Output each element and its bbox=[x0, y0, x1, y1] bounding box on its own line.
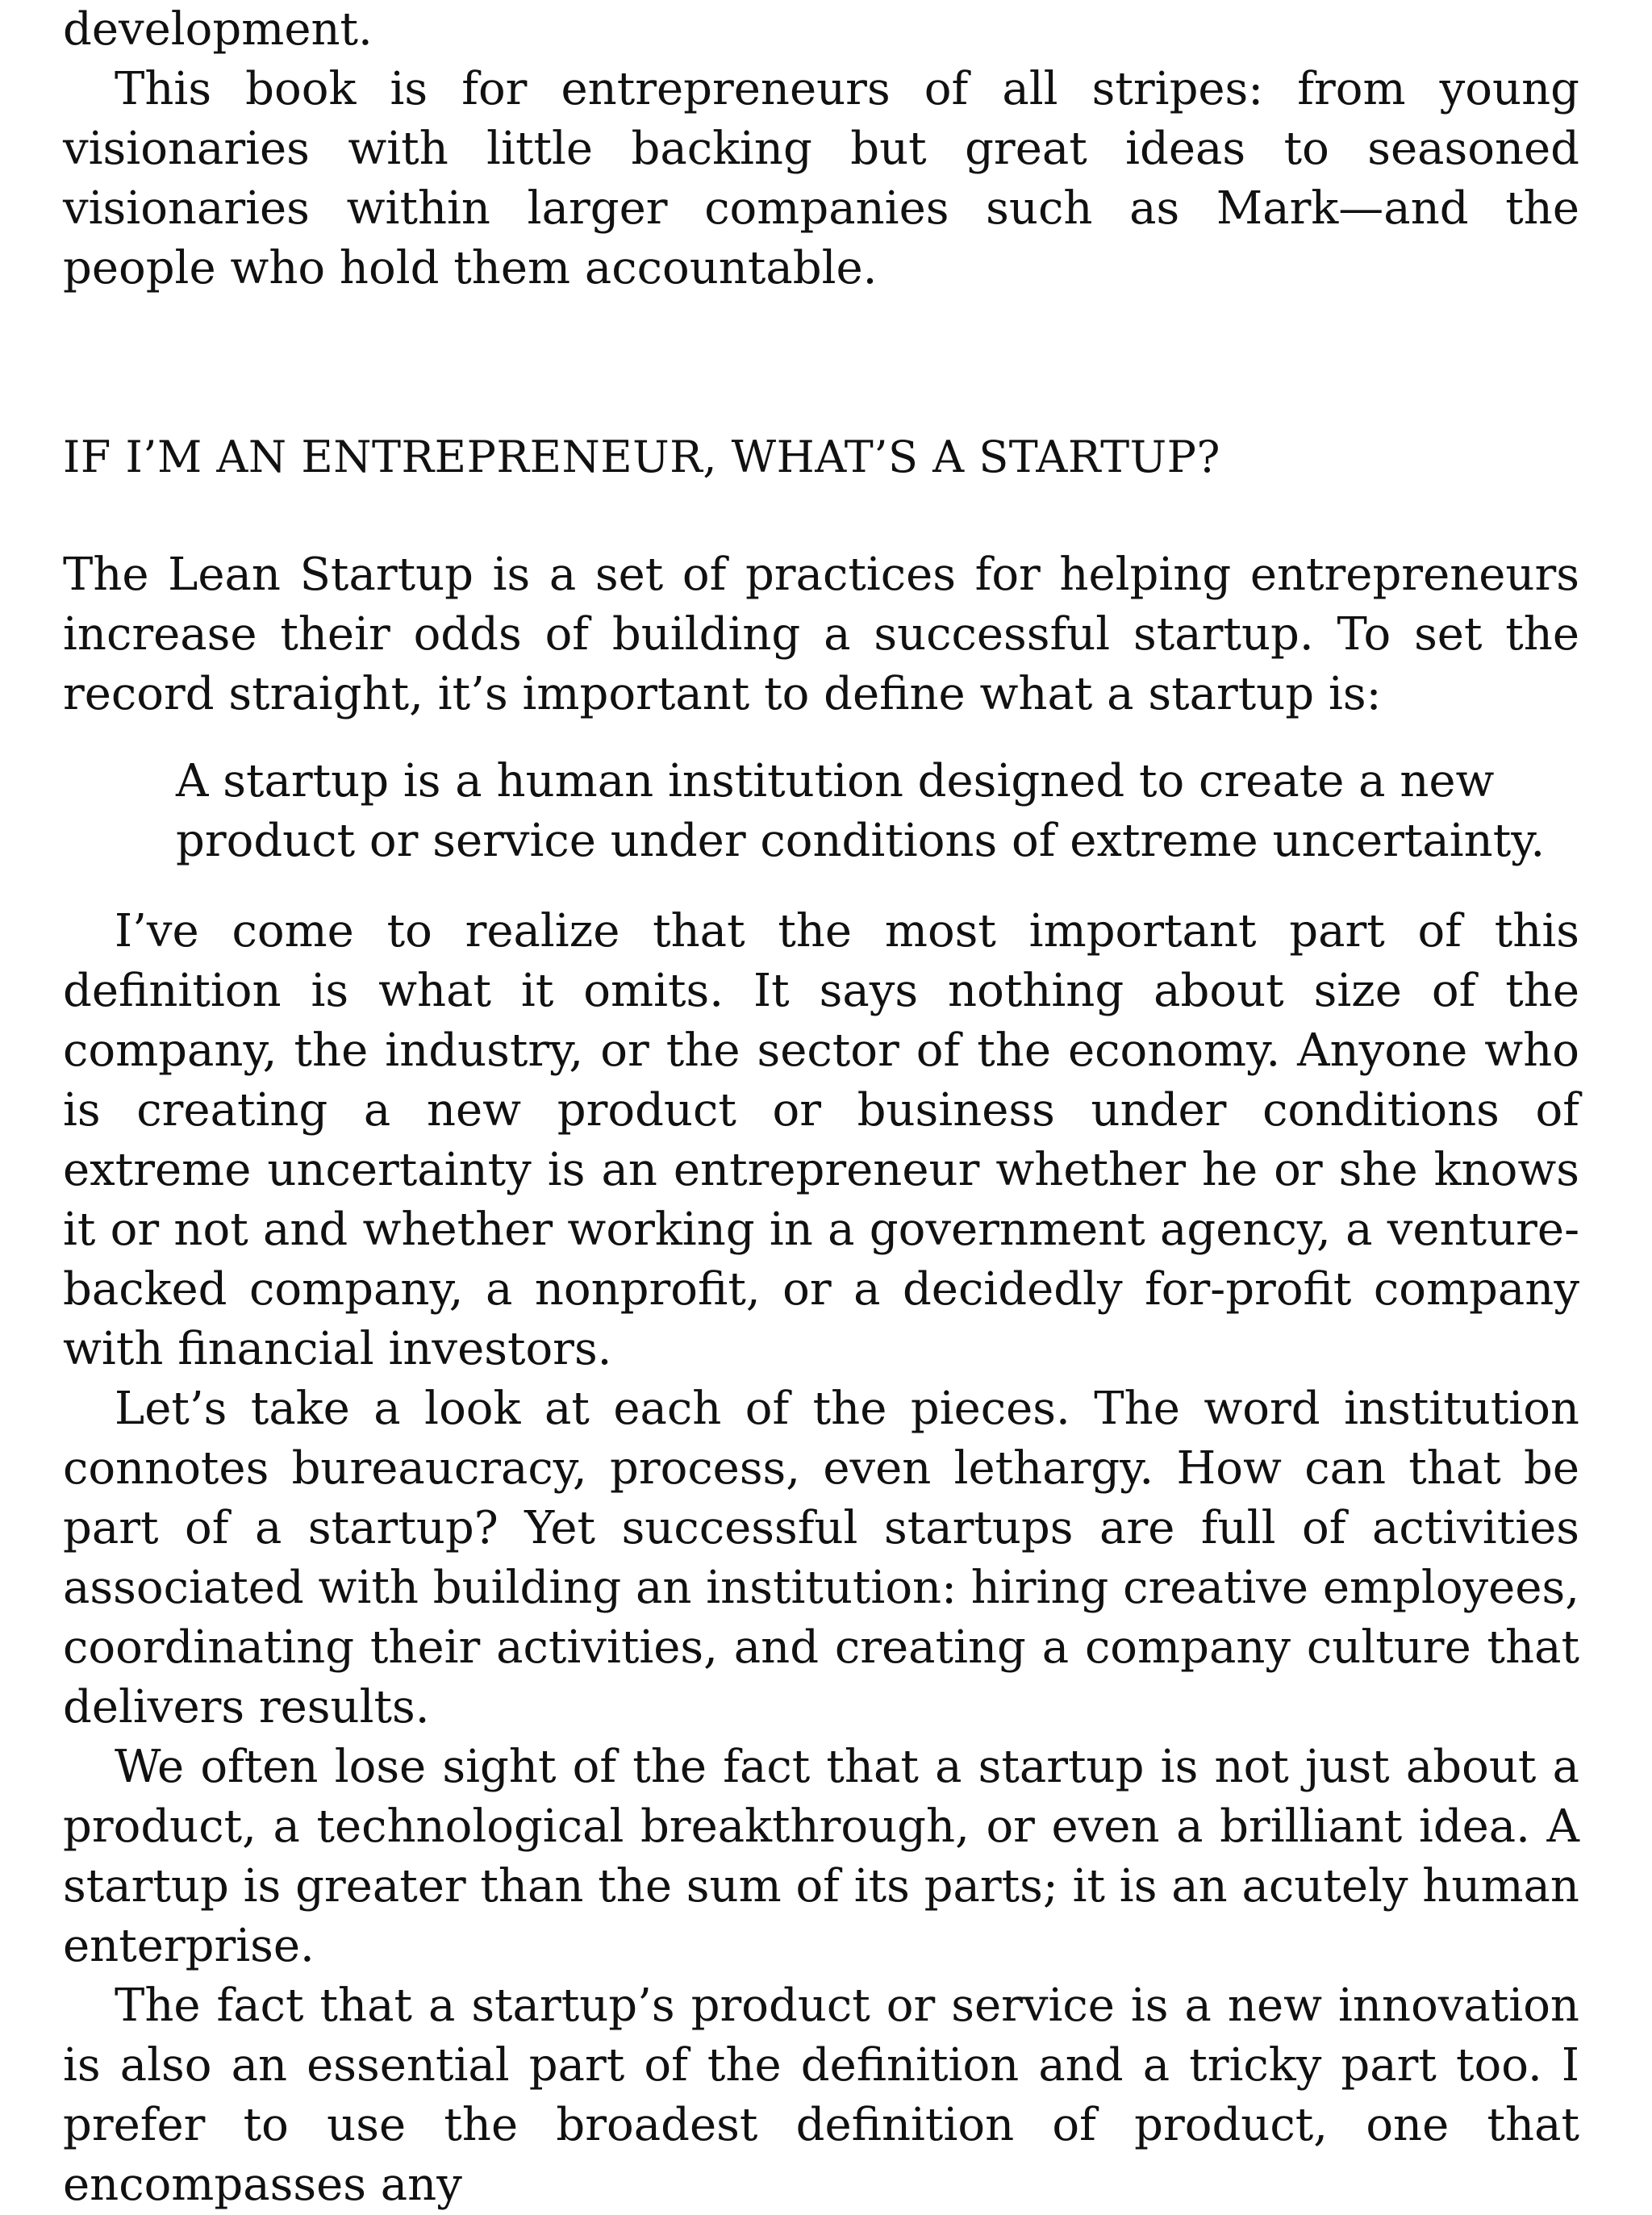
paragraph-definition-omits: I’ve come to realize that the most important part of this definition is what it omits. It says nothing about size of the company, the industry, or the sector of the economy. Anyone who is creating a new product or business under conditions of extreme uncertainty is an entrepreneur whether he or she knows it or not and whether working in a government agency, a venture-backed company, a nonprofit, or a decidedly for-profit company with financial investors. bbox=[63, 905, 1579, 1375]
paragraph-institution: Let’s take a look at each of the pieces. The word institution connotes bureaucracy, process, even lethargy. How can that be part of a startup? Yet successful startups are full of activities associated with building an institution: hiring creative employees, coordinating their activities, and creating a company culture that delivers results. bbox=[63, 1383, 1579, 1733]
paragraph-lean-startup-intro: The Lean Startup is a set of practices for helping entrepreneurs increase their odds of building a successful startup. To set the record straight, it’s important to define what a startup is: bbox=[63, 549, 1579, 720]
paragraph-audience: This book is for entrepreneurs of all stripes: from young visionaries with little backing but great ideas to seasoned visionaries within larger companies such as Mark—and the people who hold them accountable. bbox=[63, 63, 1579, 294]
section-spacer bbox=[63, 298, 1579, 428]
definition-text: A startup is a human institution designed to create a new product or service under conditions of extreme uncertainty. bbox=[176, 755, 1546, 867]
section-heading: IF I’M AN ENTREPRENEUR, WHAT’S A STARTUP? bbox=[63, 432, 1220, 482]
book-page bbox=[63, 0, 1579, 2215]
paragraph-innovation: The fact that a startup’s product or service is a new innovation is also an essential part of the definition and a tricky part too. I prefer to use the broadest definition of product, one that encompasses any bbox=[63, 1979, 1579, 2211]
paragraph-human-enterprise: We often lose sight of the fact that a startup is not just about a product, a technological breakthrough, or even a brilliant idea. A startup is greater than the sum of its parts; it is an acutely human enterprise. bbox=[63, 1741, 1579, 1972]
definition-blockquote bbox=[176, 752, 1579, 871]
paragraph-fragment-top: development. bbox=[63, 3, 373, 56]
section-spacer bbox=[63, 487, 1579, 545]
